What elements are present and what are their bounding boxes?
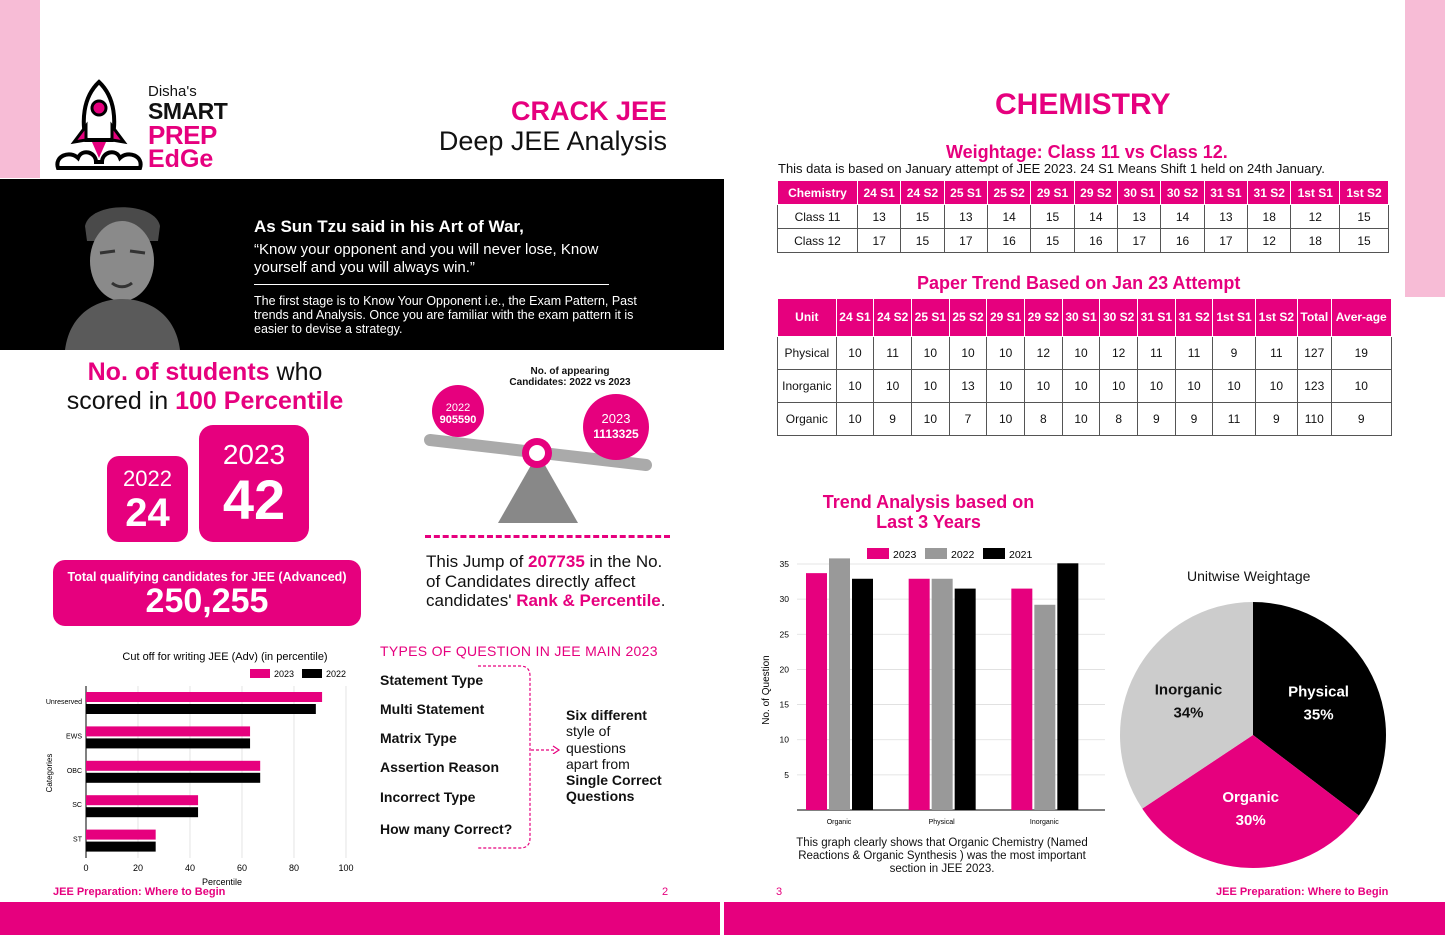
trend-bar	[829, 558, 850, 810]
trend-bar	[806, 573, 827, 810]
y-axis-label: No. of Question	[761, 655, 772, 725]
paper-trend-table	[777, 298, 1392, 436]
pie-chart-title: Unitwise Weightage	[1187, 568, 1311, 584]
types-note-6: Questions	[566, 788, 635, 805]
y-tick-label: Unreserved	[45, 699, 82, 706]
type-item: Incorrect Type	[380, 789, 476, 805]
percentile-2023-box	[199, 425, 309, 542]
trend-chart-caption: This graph clearly shows that Organic Chemistry (Named Reactions & Organic Synthesis ) was the most important section in JEE 2023.	[796, 837, 1088, 875]
table-cell: 13	[949, 370, 987, 403]
table-cell: 14	[1074, 205, 1117, 229]
trend-header-cell: 25 S1	[911, 299, 949, 337]
weightage-header-cell: Chemistry	[778, 181, 858, 205]
percentile-2023-year: 2023	[222, 439, 286, 470]
weightage-header-cell: 29 S1	[1031, 181, 1074, 205]
table-cell: Organic	[778, 403, 837, 436]
page-subtitle: Deep JEE Analysis	[438, 126, 667, 156]
table-cell: 10	[836, 403, 874, 436]
table-cell: 10	[1025, 370, 1063, 403]
table-cell: 10	[1255, 370, 1297, 403]
brand-line-4: EdGe	[148, 145, 214, 173]
x-tick-label: 100	[338, 863, 354, 873]
trend-header-cell: 1st S1	[1213, 299, 1255, 337]
types-arrow-icon	[531, 738, 561, 754]
seesaw-divider	[425, 535, 670, 538]
qualifying-value: 250,255	[145, 582, 269, 620]
type-item: Assertion Reason	[380, 759, 500, 775]
table-cell: 10	[1175, 370, 1213, 403]
table-cell: 8	[1025, 403, 1063, 436]
seesaw-left-year: 2022	[445, 402, 471, 414]
table-cell: 7	[949, 403, 987, 436]
percentile-title-rest: who	[269, 358, 323, 386]
trend-bar	[932, 579, 953, 810]
legend-swatch	[983, 548, 1005, 559]
percentile-title-line2	[40, 387, 370, 416]
percentile-2022-box	[107, 456, 188, 542]
legend-swatch	[302, 669, 322, 678]
pie-slice-label: Physical	[1288, 683, 1349, 701]
cutoff-bar	[86, 726, 250, 736]
pie-chart	[1115, 595, 1395, 875]
x-tick-label: 40	[184, 863, 196, 873]
y-tick-label: OBC	[66, 767, 82, 775]
table-cell: 9	[874, 403, 912, 436]
trend-bar	[955, 589, 976, 810]
types-note-2: style of	[566, 723, 611, 740]
table-cell: 10	[1138, 370, 1176, 403]
trend-table-title: Paper Trend Based on Jan 23 Attempt	[917, 273, 1241, 293]
table-cell: 13	[944, 205, 987, 229]
weightage-table-header	[778, 181, 1389, 205]
type-item: Statement Type	[380, 672, 484, 688]
footer-right-page: 3	[776, 886, 783, 898]
y-tick-label: 5	[784, 769, 789, 780]
trend-header-cell: Aver-age	[1331, 299, 1391, 337]
cutoff-bar	[86, 795, 198, 805]
quote-divider	[254, 284, 609, 285]
weightage-header-cell: 31 S2	[1248, 181, 1291, 205]
weightage-header-cell: 25 S2	[988, 181, 1031, 205]
weightage-header-cell: 29 S2	[1074, 181, 1117, 205]
weightage-header-cell: 31 S1	[1204, 181, 1247, 205]
table-cell: 15	[1031, 229, 1074, 253]
table-cell: 17	[1118, 229, 1161, 253]
x-axis-label: Percentile	[201, 877, 243, 887]
table-cell: 10	[987, 403, 1025, 436]
table-cell: 10	[1100, 370, 1138, 403]
weightage-header-cell: 30 S1	[1118, 181, 1161, 205]
trend-header-cell: 24 S1	[836, 299, 874, 337]
trend-chart-title-line1: Trend Analysis based on	[822, 492, 1035, 512]
seesaw-right-year: 2023	[601, 411, 631, 426]
weightage-header-cell: 1st S1	[1291, 181, 1340, 205]
y-tick-label: 30	[779, 594, 789, 605]
trend-bar	[1057, 563, 1078, 810]
type-item: Matrix Type	[380, 730, 457, 746]
cutoff-bar	[86, 842, 156, 852]
pie-slice-value: 34%	[1173, 704, 1204, 722]
seesaw-title-line2: Candidates: 2022 vs 2023	[509, 377, 631, 388]
table-cell: 10	[1331, 370, 1391, 403]
table-cell: 19	[1331, 337, 1391, 370]
types-note-3: questions	[566, 739, 626, 756]
cutoff-bar	[86, 761, 260, 771]
trend-header-cell: 24 S2	[874, 299, 912, 337]
types-bracket	[478, 664, 536, 850]
table-cell: 14	[988, 205, 1031, 229]
page-title: CRACK JEE	[510, 96, 667, 126]
weightage-note: This data is based on January attempt of JEE 2023. 24 S1 Means Shift 1 held on 24th January.	[778, 161, 1325, 176]
jump-text-p2: in the No. of Candidates directly affect candidates'	[426, 552, 663, 610]
table-cell: 9	[1175, 403, 1213, 436]
table-cell: 16	[1161, 229, 1204, 253]
table-cell: 12	[1025, 337, 1063, 370]
legend-swatch	[925, 548, 947, 559]
table-cell: Class 12	[778, 229, 858, 253]
weightage-table	[777, 180, 1389, 253]
table-cell: 18	[1291, 229, 1340, 253]
y-axis-label: Categories	[45, 753, 54, 793]
x-tick-label: 80	[288, 863, 300, 873]
table-cell: 16	[988, 229, 1031, 253]
jump-text	[426, 552, 671, 611]
types-title: TYPES OF QUESTION IN JEE MAIN 2023	[380, 643, 658, 659]
table-cell: 15	[901, 205, 944, 229]
table-row	[778, 403, 1392, 436]
table-cell: 10	[911, 337, 949, 370]
table-cell: 10	[836, 370, 874, 403]
trend-chart	[755, 540, 1115, 835]
y-tick-label: 35	[779, 559, 789, 569]
trend-chart-title-line2: Last 3 Years	[876, 512, 981, 532]
y-tick-label: 15	[779, 699, 789, 710]
qualifying-label: Total qualifying candidates for JEE (Advanced)	[67, 570, 347, 584]
type-item: Multi Statement	[380, 701, 485, 717]
cutoff-bar	[86, 704, 316, 714]
percentile-title-line1	[40, 358, 370, 387]
table-cell: 10	[911, 403, 949, 436]
types-note-5: Single Correct	[566, 772, 662, 789]
weightage-header-cell: 24 S2	[901, 181, 944, 205]
percentile-2023-value: 42	[222, 468, 286, 531]
table-cell: 10	[987, 337, 1025, 370]
table-cell: 15	[1031, 205, 1074, 229]
table-cell: 11	[874, 337, 912, 370]
trend-bar	[909, 579, 930, 810]
footer-right-text: JEE Preparation: Where to Begin	[1216, 886, 1389, 898]
pie-slice-value: 35%	[1303, 706, 1334, 724]
table-cell: 10	[836, 337, 874, 370]
table-cell: 13	[1118, 205, 1161, 229]
trend-bar	[852, 579, 873, 810]
table-cell: 9	[1138, 403, 1176, 436]
table-cell: 12	[1100, 337, 1138, 370]
types-note-4: apart from	[566, 755, 630, 772]
legend-label: 2023	[274, 669, 295, 679]
table-cell: 10	[1062, 337, 1100, 370]
table-cell: 10	[1062, 370, 1100, 403]
legend-label: 2023	[893, 549, 917, 561]
table-row	[778, 337, 1392, 370]
table-cell: 127	[1298, 337, 1332, 370]
trend-bar	[1011, 589, 1032, 810]
legend-swatch	[250, 669, 270, 678]
y-tick-label: 20	[779, 664, 789, 675]
table-cell: 10	[1062, 403, 1100, 436]
table-cell: 10	[987, 370, 1025, 403]
pie-slice-label: Organic	[1222, 789, 1280, 807]
table-cell: 10	[911, 370, 949, 403]
table-cell: Inorganic	[778, 370, 837, 403]
table-cell: 10	[1213, 370, 1255, 403]
seesaw-left-value: 905590	[439, 414, 477, 426]
weightage-header-cell: 30 S2	[1161, 181, 1204, 205]
brand-line-2: SMART	[148, 98, 228, 124]
table-cell: 17	[857, 229, 900, 253]
trend-header-cell: Total	[1298, 299, 1332, 337]
paper-trend-table-header	[778, 299, 1392, 337]
table-cell: 9	[1255, 403, 1297, 436]
pie-slice-label: Inorganic	[1154, 681, 1223, 699]
trend-header-cell: 31 S2	[1175, 299, 1213, 337]
table-cell: 12	[1248, 229, 1291, 253]
quote-body: The first stage is to Know Your Opponent i.e., the Exam Pattern, Past trends and Analysis. Once you are familiar with the exam pattern it is easier to devise a strategy.	[254, 294, 637, 336]
footer-left-page: 2	[662, 886, 669, 898]
table-row	[778, 370, 1392, 403]
table-cell: 11	[1255, 337, 1297, 370]
x-tick-label: Organic	[826, 819, 852, 826]
trend-chart-title	[790, 492, 1067, 532]
table-cell: 11	[1175, 337, 1213, 370]
percentile-2022-value: 24	[125, 491, 170, 535]
table-cell: Class 11	[778, 205, 858, 229]
quote-text: “Know your opponent and you will never lose, Know yourself and you will always win.”	[254, 241, 599, 276]
percentile-title-pink2: 100 Percentile	[175, 387, 344, 415]
right-page-accent	[1405, 0, 1445, 297]
table-cell: 11	[1138, 337, 1176, 370]
cutoff-bar	[86, 738, 250, 748]
table-cell: 13	[1204, 205, 1247, 229]
jump-text-p1: This Jump of	[426, 552, 529, 571]
table-row	[778, 229, 1389, 253]
legend-label: 2022	[326, 669, 347, 679]
table-cell: 17	[1204, 229, 1247, 253]
percentile-title-rest2: scored in	[66, 387, 176, 415]
seesaw-title-line1: No. of appearing	[530, 366, 610, 377]
table-cell: 110	[1298, 403, 1332, 436]
table-cell: 16	[1074, 229, 1117, 253]
percentile-2022-year: 2022	[123, 466, 172, 491]
trend-header-cell: 29 S1	[987, 299, 1025, 337]
table-cell: 10	[874, 370, 912, 403]
weightage-header-cell: 1st S2	[1340, 181, 1389, 205]
table-cell: 15	[1340, 229, 1389, 253]
x-tick-label: Physical	[928, 819, 955, 826]
table-cell: 15	[901, 229, 944, 253]
types-note	[566, 707, 686, 805]
left-page-accent	[0, 0, 40, 178]
cutoff-bar	[86, 830, 156, 840]
cutoff-chart	[40, 648, 410, 893]
pie-slice-value: 30%	[1235, 812, 1266, 830]
cutoff-bar	[86, 807, 198, 817]
x-tick-label: 60	[236, 863, 248, 873]
chemistry-title: CHEMISTRY	[995, 88, 1171, 121]
table-cell: 13	[857, 205, 900, 229]
legend-label: 2022	[951, 549, 975, 561]
table-cell: 8	[1100, 403, 1138, 436]
y-tick-label: 10	[779, 734, 789, 745]
table-cell: 11	[1213, 403, 1255, 436]
warrior-statue-icon	[60, 191, 185, 350]
legend-label: 2021	[1009, 549, 1033, 561]
legend-swatch	[867, 548, 889, 559]
table-cell: 10	[949, 337, 987, 370]
cutoff-bar	[86, 692, 322, 702]
quote-band	[0, 179, 724, 350]
percentile-title-pink: No. of students	[87, 358, 270, 386]
qualifying-box	[53, 560, 361, 626]
table-cell: 9	[1331, 403, 1391, 436]
type-item: How many Correct?	[380, 821, 513, 837]
table-row	[778, 205, 1389, 229]
jump-number: 207735	[528, 552, 585, 571]
x-tick-label: Inorganic	[1029, 819, 1059, 826]
cutoff-chart-title: Cut off for writing JEE (Adv) (in percentile)	[122, 651, 328, 663]
trend-header-cell: 30 S2	[1100, 299, 1138, 337]
table-cell: 18	[1248, 205, 1291, 229]
trend-header-cell: 31 S1	[1138, 299, 1176, 337]
table-cell: Physical	[778, 337, 837, 370]
rocket-logo-icon	[52, 78, 147, 173]
types-note-1: Six different	[566, 707, 647, 723]
y-tick-label: ST	[73, 836, 82, 844]
footer-bar-right	[724, 902, 1445, 935]
footer-bar-left	[0, 902, 720, 935]
y-tick-label: EWS	[66, 733, 82, 741]
cutoff-bar	[86, 773, 260, 783]
x-tick-label: 0	[83, 863, 89, 873]
jump-text-p4: .	[660, 591, 666, 610]
trend-header-cell: 30 S1	[1062, 299, 1100, 337]
brand-line-3: PREP	[148, 120, 217, 150]
trend-header-cell: 1st S2	[1255, 299, 1297, 337]
jump-rank-text: Rank & Percentile	[516, 591, 661, 610]
table-cell: 17	[944, 229, 987, 253]
footer-left-text: JEE Preparation: Where to Begin	[53, 886, 226, 898]
trend-bar	[1034, 605, 1055, 810]
trend-header-cell: 29 S2	[1025, 299, 1063, 337]
table-cell: 14	[1161, 205, 1204, 229]
quote-heading: As Sun Tzu said in his Art of War,	[254, 217, 524, 236]
trend-header-cell: 25 S2	[949, 299, 987, 337]
y-tick-label: SC	[72, 802, 82, 810]
brand-line-1: Disha's	[148, 83, 197, 100]
x-tick-label: 20	[132, 863, 144, 873]
weightage-header-cell: 25 S1	[944, 181, 987, 205]
trend-header-cell: Unit	[778, 299, 837, 337]
table-cell: 123	[1298, 370, 1332, 403]
seesaw-right-value: 1113325	[593, 427, 639, 441]
table-cell: 12	[1291, 205, 1340, 229]
y-tick-label: 25	[779, 629, 789, 640]
weightage-header-cell: 24 S1	[857, 181, 900, 205]
weightage-title: Weightage: Class 11 vs Class 12.	[946, 142, 1228, 162]
table-cell: 9	[1213, 337, 1255, 370]
table-cell: 15	[1340, 205, 1389, 229]
